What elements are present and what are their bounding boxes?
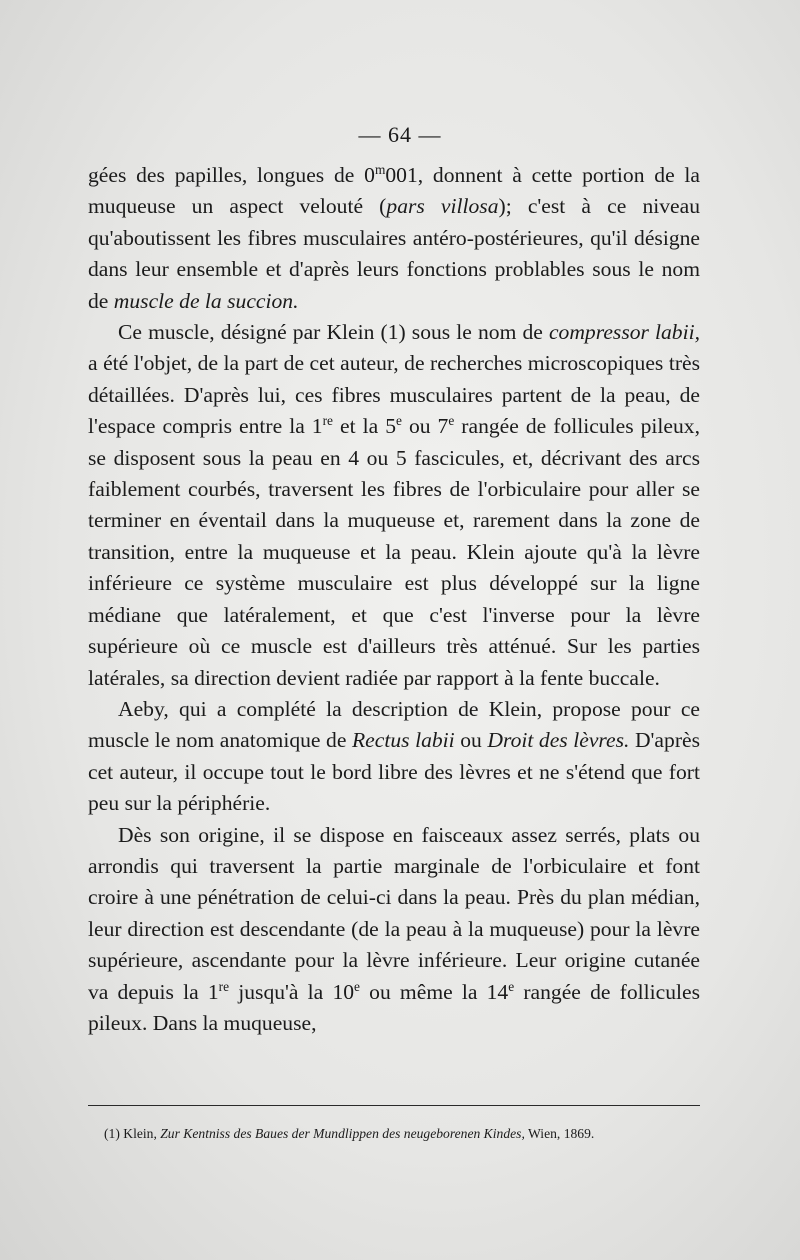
italic-text: pars villosa: [386, 194, 499, 219]
footnote-marker: (1) Klein,: [104, 1126, 161, 1141]
italic-text: Rectus labii: [351, 728, 455, 753]
superscript: e: [396, 413, 402, 429]
superscript: e: [448, 413, 455, 429]
superscript: e: [354, 978, 360, 994]
text-run: et la 5: [332, 414, 396, 439]
text-run: ou: [454, 728, 488, 753]
paragraph: [88, 317, 700, 694]
footnote-title: Zur Kentniss des Baues der Mundlippen des neugeborenen Kindes,: [160, 1126, 525, 1141]
text-run: gées des papilles, longues de 0: [88, 163, 375, 187]
page-number: — 64 —: [358, 122, 442, 147]
superscript: re: [322, 413, 333, 429]
paragraph: [88, 820, 700, 1040]
text-run: Dès son origine, il se dispose en faisceaux assez serrés, plats ou arrondis qui traversent la partie marginale de l'orbiculaire et font croire à une pénétration de celui-ci dans la peau. Près du plan médian, leur direction est descendante (de la peau à la muqueuse) pour la lèvre supérieure, ascendante pour la lèvre inférieure. Leur origine cutanée va depuis la 1: [88, 822, 700, 1004]
italic-text: muscle de la succion.: [113, 288, 299, 313]
text-run: a été l'objet, de la part de cet auteur, de recherches microscopiques très détaillées. D'après lui, ces fibres musculaires partent de la peau, de l'espace compris entre la 1: [88, 351, 700, 439]
superscript: m: [374, 161, 386, 177]
text-run: jusqu'à la 10: [229, 979, 355, 1004]
text-run: Ce muscle, désigné par Klein (1) sous le nom de: [118, 320, 549, 345]
text-run: D'après cet auteur, il occupe tout le bord libre des lèvres et ne s'étend que fort peu sur la périphérie.: [88, 728, 700, 816]
superscript: e: [508, 978, 515, 994]
text-run: ou même la 14: [359, 979, 509, 1004]
body-text: [88, 160, 700, 1039]
text-run: ou 7: [401, 414, 449, 439]
superscript: re: [218, 978, 230, 994]
italic-text: Droit des lèvres.: [487, 728, 630, 753]
italic-text: compressor labii,: [548, 320, 701, 345]
footnote-divider: [88, 1105, 700, 1106]
text-run: 001, donnent à cette portion de la muqueuse un aspect velouté (: [88, 163, 701, 219]
paragraph: [88, 160, 700, 317]
footnote-rest: Wien, 1869.: [524, 1126, 595, 1141]
text-run: ); c'est à ce niveau qu'aboutissent les fibres musculaires antéro-postérieures, qu'il désigne dans leur ensemble et d'après leurs fonctions problables sous le nom de: [88, 194, 701, 313]
text-run: rangée de follicules pileux. Dans la muqueuse,: [88, 979, 700, 1035]
paragraph: [88, 694, 700, 820]
text-run: Aeby, qui a complété la description de Klein, propose pour ce muscle le nom anatomique de: [88, 696, 700, 753]
footnote: [104, 1125, 704, 1143]
text-run: rangée de follicules pileux, se disposent sous la peau en 4 ou 5 fascicules, et, décrivant des arcs faiblement courbés, traversent les fibres de l'orbiculaire pour aller se terminer en éventail dans la muqueuse et, rarement dans la zone de transition, entre la muqueuse et la peau. Klein ajoute qu'à la lèvre inférieure ce système musculaire est plus développé sur la ligne médiane que latéralement, et que c'est l'inverse pour la lèvre supérieure où ce muscle est d'ailleurs très atténué. Sur les parties latérales, sa direction devient radiée par rapport à la fente buccale.: [88, 414, 700, 690]
